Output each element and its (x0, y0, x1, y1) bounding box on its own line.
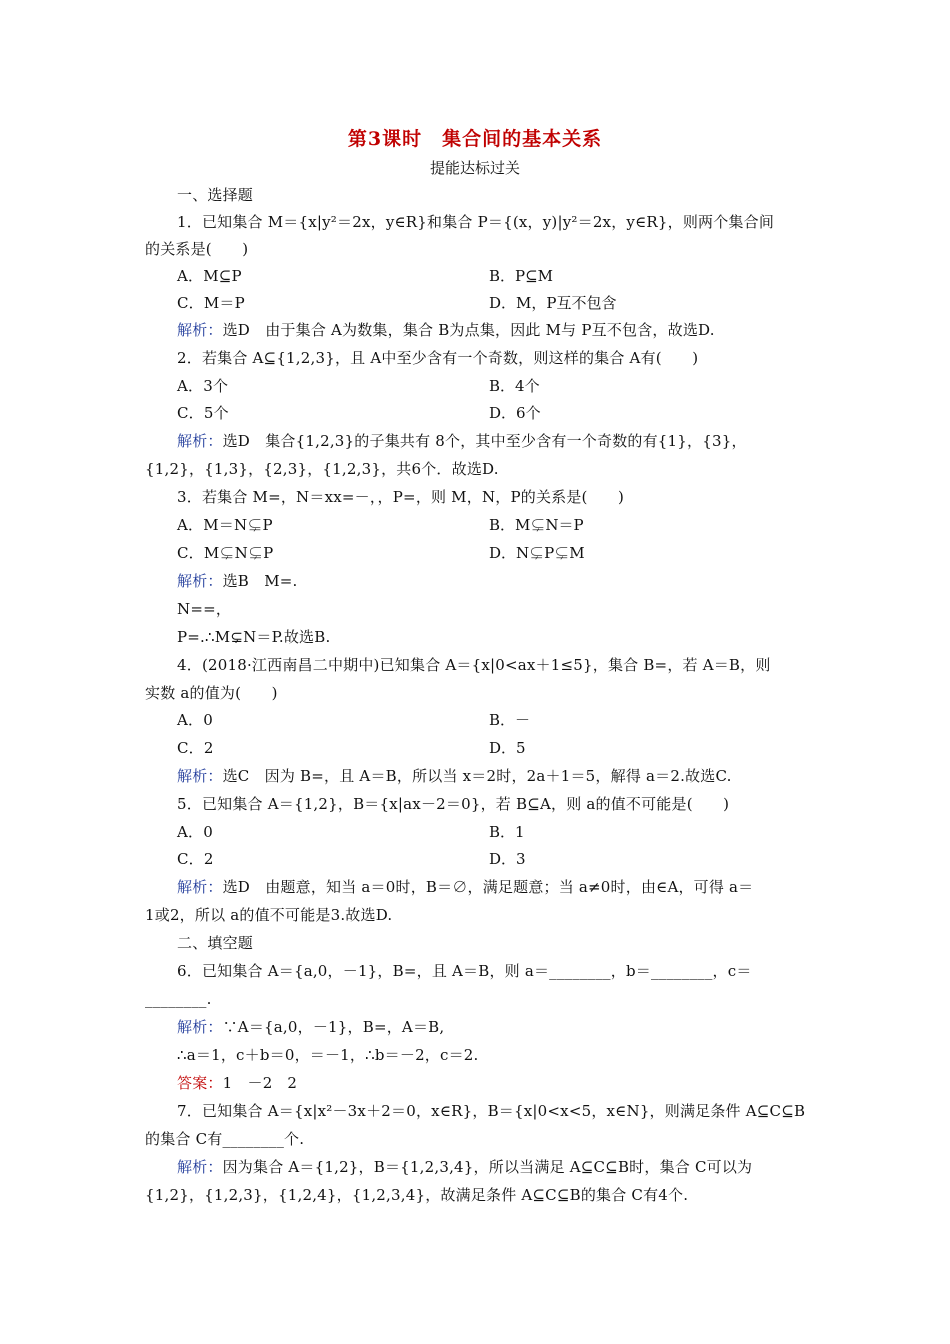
page-subtitle: 提能达标过关 (429, 159, 520, 177)
q4-option-a: A．0 (177, 711, 213, 729)
solution-label: 解析： (177, 1158, 223, 1176)
q1-solution: 解析：选D 由于集合 A为数集，集合 B为点集，因此 M与 P互不包含，故选D. (177, 321, 715, 339)
q3-stem: 3．若集合 M=，N＝xx=－，，P=，则 M，N，P的关系是( ) (177, 488, 625, 506)
q1-stem-line2: 的关系是( ) (145, 240, 249, 258)
q2-option-a: A．3个 (177, 377, 229, 395)
q5-option-b: B．1 (489, 823, 525, 841)
q7-stem-line2: 的集合 C有________个. (145, 1130, 305, 1148)
q4-solution: 解析：选C 因为 B=，且 A＝B，所以当 x＝2时，2a＋1＝5，解得 a＝2.故选C. (177, 767, 732, 785)
q4-option-c: C．2 (177, 739, 214, 757)
solution-label: 解析： (177, 767, 223, 785)
q1-option-c: C．M＝P (177, 294, 245, 312)
q4-stem-line2: 实数 a的值为( ) (145, 684, 278, 702)
answer-label: 答案： (177, 1074, 223, 1092)
q2-solution-line2: {1,2}，{1,3}，{2,3}，{1,2,3}，共6个．故选D. (145, 460, 499, 478)
q7-solution-line2: {1,2}，{1,2,3}，{1,2,4}，{1,2,3,4}，故满足条件 A⊆C⊆B的集合 C有4个. (145, 1186, 689, 1204)
q6-solution-line1: 解析：∵A＝{a,0，－1}，B=，A＝B, (177, 1018, 445, 1036)
q6-solution-line2: ∴a＝1，c＋b＝0，＝－1，∴b＝－2，c＝2. (177, 1046, 479, 1064)
q3-solution-line1: 解析：选B M=. (177, 572, 298, 590)
q3-solution-line3: P=.∴M⊊N＝P.故选B. (177, 628, 331, 646)
q5-stem: 5．已知集合 A＝{1,2}，B＝{x|ax－2＝0}，若 B⊆A，则 a的值不可能是( ) (177, 795, 730, 813)
q1-option-b: B．P⊆M (489, 267, 554, 285)
q1-stem-line1: 1．已知集合 M＝{x|y²＝2x，y∈R}和集合 P＝{(x，y)|y²＝2x，y∈R}，则两个集合间 (177, 213, 775, 231)
section-heading-choice: 一、选择题 (177, 186, 254, 204)
q6-stem-line2: ________. (145, 990, 212, 1008)
q2-option-c: C．5个 (177, 404, 229, 422)
q1-option-a: A．M⊆P (177, 267, 242, 285)
q2-stem: 2．若集合 A⊆{1,2,3}，且 A中至少含有一个奇数，则这样的集合 A有( ) (177, 349, 699, 367)
q5-option-c: C．2 (177, 850, 214, 868)
q5-solution-line1: 解析：选D 由题意，知当 a＝0时，B＝∅，满足题意；当 a≠0时，由∈A，可得 a＝ (177, 878, 754, 896)
q2-solution-line1: 解析：选D 集合{1,2,3}的子集共有 8个，其中至少含有一个奇数的有{1}，{3}， (177, 432, 747, 450)
q4-stem-line1: 4．(2018·江西南昌二中期中)已知集合 A＝{x|0<ax＋1≤5}，集合 B=，若 A＝B，则 (177, 656, 771, 674)
q5-solution-line2: 1或2，所以 a的值不可能是3.故选D. (145, 906, 393, 924)
q3-option-a: A．M＝N⊊P (177, 516, 273, 534)
q3-option-d: D．N⊊P⊊M (489, 544, 585, 562)
q3-option-b: B．M⊊N＝P (489, 516, 584, 534)
q6-stem-line1: 6．已知集合 A＝{a,0，－1}，B=，且 A＝B，则 a＝________，b＝________，c＝ (177, 962, 752, 980)
solution-label: 解析： (177, 878, 223, 896)
q2-option-d: D．6个 (489, 404, 541, 422)
q1-option-d: D．M，P互不包含 (489, 294, 617, 312)
solution-label: 解析： (177, 321, 223, 339)
q7-solution-line1: 解析：因为集合 A＝{1,2}，B＝{1,2,3,4}，所以当满足 A⊆C⊆B时，集合 C可以为 (177, 1158, 753, 1176)
q4-option-d: D．5 (489, 739, 526, 757)
section-heading-fill: 二、填空题 (177, 934, 254, 952)
q5-option-a: A．0 (177, 823, 213, 841)
q5-option-d: D．3 (489, 850, 526, 868)
page-title: 第3课时 集合间的基本关系 (347, 128, 603, 150)
solution-label: 解析： (177, 1018, 223, 1036)
solution-label: 解析： (177, 432, 223, 450)
q2-option-b: B．4个 (489, 377, 540, 395)
q7-stem-line1: 7．已知集合 A＝{x|x²－3x＋2＝0，x∈R}，B＝{x|0<x<5，x∈N}，则满足条件 A⊆C⊆B (177, 1102, 806, 1120)
q6-answer: 答案：1 －2 2 (177, 1074, 298, 1092)
q4-option-b: B．－ (489, 711, 531, 729)
q3-option-c: C．M⊊N⊊P (177, 544, 274, 562)
solution-label: 解析： (177, 572, 223, 590)
q3-solution-line2: N==， (177, 600, 232, 618)
